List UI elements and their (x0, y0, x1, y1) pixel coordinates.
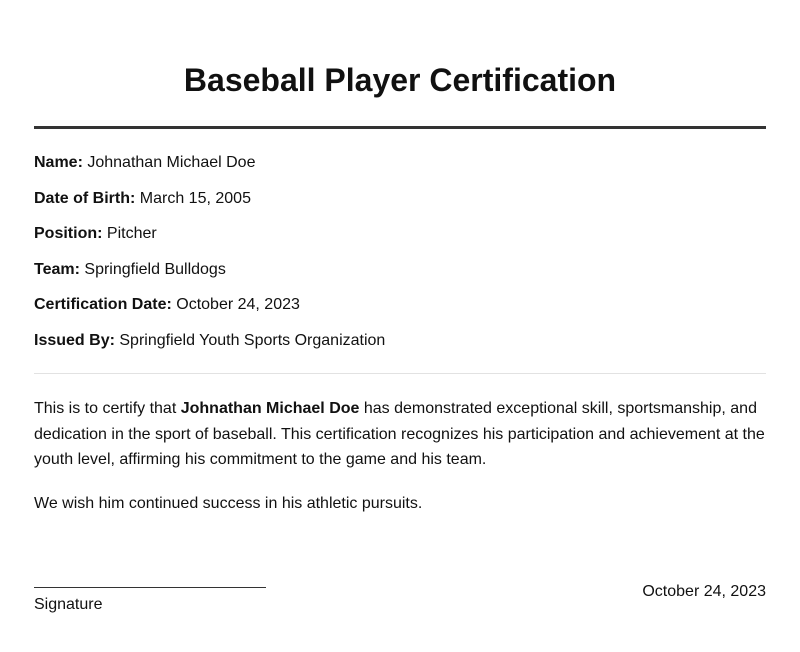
field-date-of-birth (34, 187, 766, 211)
signature-line (34, 587, 266, 588)
details-list (34, 151, 766, 364)
field-label: Issued By: (34, 331, 115, 349)
field-value: October 24, 2023 (176, 296, 300, 313)
field-value: March 15, 2005 (139, 189, 251, 207)
field-value: Johnathan Michael Doe (87, 154, 256, 171)
field-team (34, 258, 766, 282)
field-label: Name: (34, 154, 83, 171)
field-certification-date (34, 293, 766, 317)
field-value: Springfield Bulldogs (84, 260, 226, 278)
closing-wish: We wish him continued success in his athletic pursuits. (34, 495, 423, 512)
field-position (34, 222, 766, 246)
statement-prefix: This is to certify that (34, 400, 181, 417)
signature-label: Signature (34, 596, 103, 613)
field-name (34, 151, 766, 175)
certification-statement (34, 396, 774, 473)
page-title: Baseball Player Certification (183, 62, 617, 98)
signature-date: October 24, 2023 (642, 583, 766, 600)
statement-name: Johnathan Michael Doe (180, 400, 360, 417)
field-label: Date of Birth: (34, 189, 136, 207)
field-value: Springfield Youth Sports Organization (119, 331, 386, 349)
field-value: Pitcher (106, 225, 157, 242)
field-label: Position: (34, 225, 103, 242)
statement-suffix: has demonstrated exceptional skill, sportsmanship, and dedication in the sport of baseball. This certification recognizes his participation and achievement at the youth level, affirming his commitment to the game and his team. (34, 400, 765, 468)
field-issued-by (34, 329, 766, 353)
section-divider (34, 373, 766, 374)
field-label: Team: (34, 260, 80, 278)
title-divider (34, 126, 766, 129)
field-label: Certification Date: (34, 296, 172, 313)
